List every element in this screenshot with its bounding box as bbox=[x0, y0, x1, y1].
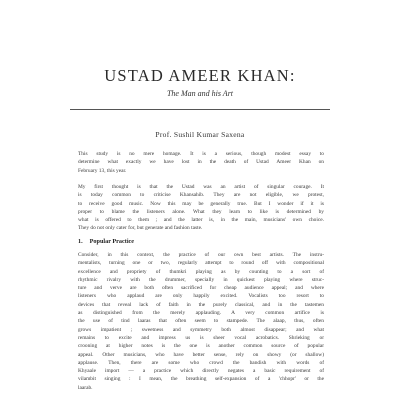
article-subtitle: The Man and his Art bbox=[166, 89, 234, 98]
text-line: what is offered to them ; and the latter is, in the main, musicians' own choice. bbox=[78, 217, 324, 224]
text-line: grows impatient ; sweetness and symmetry both almost disappear; and what bbox=[78, 326, 324, 333]
text-line: My first thought is that the Ustad was an artist of singular courage. It bbox=[78, 184, 324, 190]
text-line: determine what exactly we have lost in the death of Ustad Ameer Khan on bbox=[78, 159, 324, 166]
text-line: to receive good music. Now this may be generally true. But I wonder if it is bbox=[78, 200, 324, 207]
text-line: remains to excite and impress us is sheer vocal acrobatics. Shrieking or bbox=[78, 334, 324, 341]
text-line: is today common to criticise Khansahib. They are not eligible, we protest, bbox=[78, 192, 324, 199]
text-line: Consider, in this context, the practice of our own best artists. The instru- bbox=[78, 252, 324, 258]
text-line: vilambit singing : I mean, the breathing self-expansion of a 'chhopr' or the bbox=[78, 376, 324, 383]
article-title: USTAD AMEER KHAN: bbox=[104, 66, 296, 85]
text-line: listeners who applaud are only happily excited. Vocalists too resort to bbox=[78, 293, 324, 300]
title-divider bbox=[70, 109, 330, 110]
text-line: proper to blame the listeners alone. What they learn to like is determined by bbox=[78, 208, 324, 215]
text-line: crooning at higher notes is the one is another common source of popular bbox=[78, 343, 324, 350]
text-line: applause. Then, there are some who crowd the bandish with words of bbox=[78, 359, 324, 366]
text-line: excellence and propriety of thumkri playing as by counting to a sort of bbox=[78, 268, 324, 275]
text-line: devices that reveal lack of faith in the purely classical, and in the tastemen bbox=[78, 301, 324, 308]
text-line: appeal. Other musicians, who have better sense, rely on showy (or shallow) bbox=[78, 351, 324, 358]
text-line: Khyaale import — a practice which directly negates a basic requirement of bbox=[78, 368, 324, 375]
text-line: This study is no mere homage. It is a serious, though modest essay to bbox=[78, 151, 324, 157]
text-line: ture and verve are both often sacrificed for cheap audience appeal; and where bbox=[78, 285, 324, 292]
article-author: Prof. Sushil Kumar Saxena bbox=[155, 130, 245, 139]
section-number: 1. bbox=[78, 238, 83, 245]
text-line: rhythmic rivalry with the drummer, specially in quickest playing where struc- bbox=[78, 276, 324, 283]
section-paragraph bbox=[78, 251, 324, 392]
section-title: Popular Practice bbox=[89, 238, 135, 245]
text-line: mentalists, turning one or two, regularly attempt to round off with compositional bbox=[78, 260, 324, 267]
text-line: laarab. bbox=[78, 384, 93, 391]
section-heading bbox=[78, 238, 134, 245]
text-line: February 13, this year. bbox=[78, 167, 127, 174]
text-line: They do not only cater for, but generate and fashion taste. bbox=[78, 225, 203, 232]
text-line: the use of tind laaras that often seem to stampede. The alaap, thus, often bbox=[78, 318, 324, 325]
text-line: as distinguished from the merely applauding. A very common artifice is bbox=[78, 310, 324, 317]
intro-paragraph bbox=[78, 150, 324, 175]
second-paragraph bbox=[78, 183, 324, 233]
